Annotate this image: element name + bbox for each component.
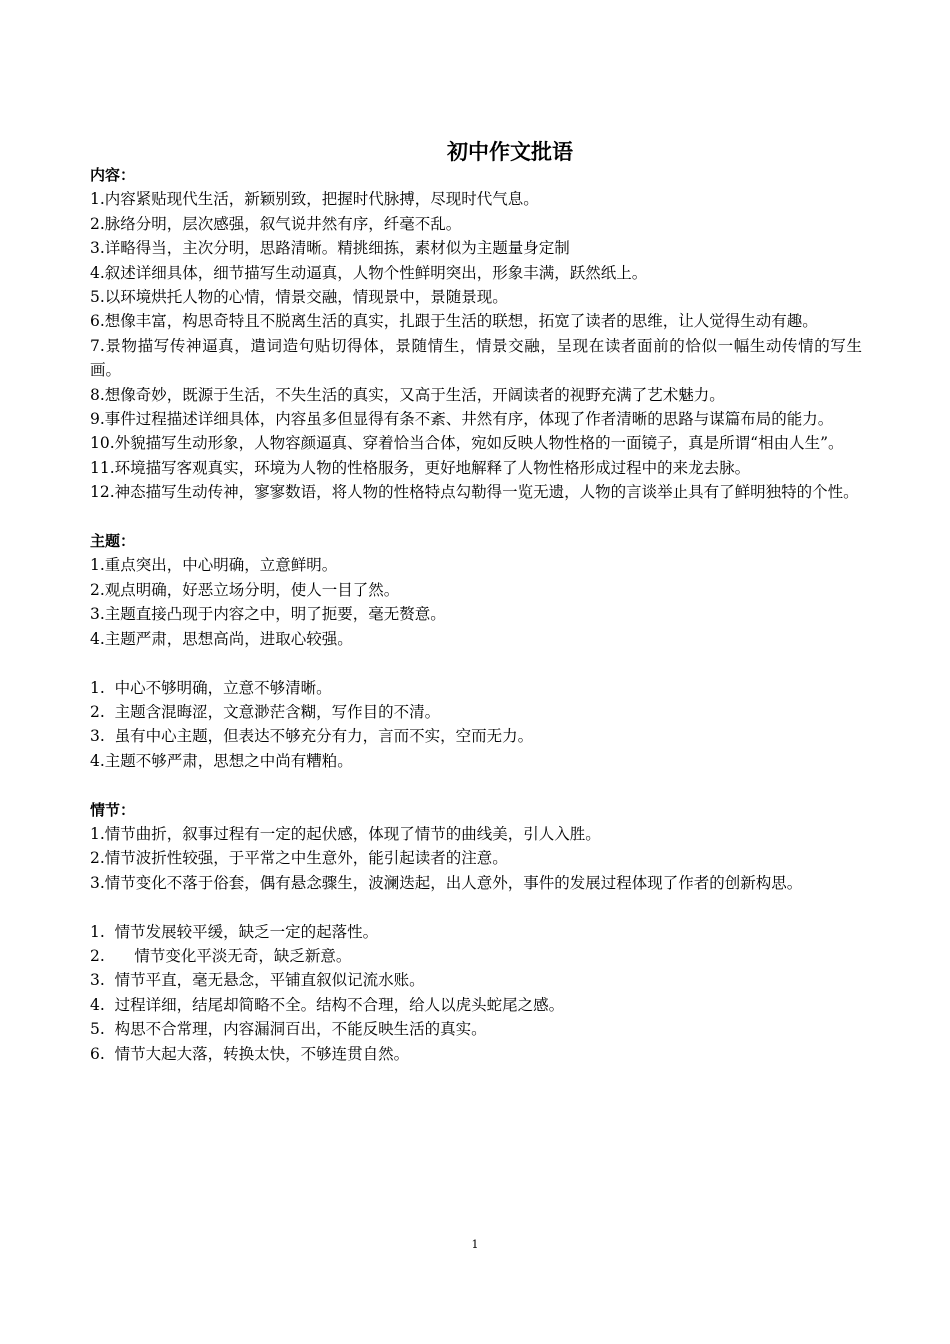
plot-positive-item: 2.情节波折性较强，于平常之中生意外，能引起读者的注意。: [90, 849, 508, 868]
content-item: 6.想像丰富，构思奇特且不脱离生活的真实，扎跟于生活的联想，拓宽了读者的思维，让人觉得生动有趣。: [90, 312, 818, 331]
content-item: 1.内容紧贴现代生活，新颖别致，把握时代脉搏，尽现时代气息。: [90, 190, 539, 209]
content-item: 4.叙述详细具体，细节描写生动逼真，人物个性鲜明突出，形象丰满，跃然纸上。: [90, 263, 648, 282]
theme-positive-item: 3.主题直接凸现于内容之中，明了扼要，毫无赘意。: [90, 605, 446, 624]
theme-positive-item: 1.重点突出，中心明确，立意鲜明。: [90, 556, 338, 575]
page-number: 1: [471, 1238, 479, 1251]
spacer: [90, 651, 862, 675]
content-item: 2.脉络分明，层次感强，叙气说井然有序，纤毫不乱。: [90, 214, 462, 233]
spacer: [90, 895, 862, 919]
plot-negative-item: 2. 情节变化平淡无奇，缺乏新意。: [90, 946, 352, 965]
page-title: 初中作文批语: [447, 140, 573, 164]
theme-negative-item: 3. 虽有中心主题，但表达不够充分有力，言而不实，空而无力。: [90, 727, 534, 746]
section-heading-content: 内容：: [90, 166, 136, 184]
content-item: 7.景物描写传神逼真，遣词造句贴切得体，景随情生，情景交融，呈现在读者面前的恰似一幅生动传情的写生画。: [90, 336, 862, 380]
theme-positive-item: 4.主题严肃，思想高尚，进取心较强。: [90, 629, 353, 648]
theme-negative-item: 2. 主题含混晦涩，文意渺茫含糊，写作目的不清。: [90, 702, 441, 721]
plot-positive-item: 1.情节曲折，叙事过程有一定的起伏感，体现了情节的曲线美，引人入胜。: [90, 824, 601, 843]
document-body: [90, 163, 862, 1066]
plot-positive-item: 3.情节变化不落于俗套，偶有悬念骤生，波澜迭起，出人意外，事件的发展过程体现了作者的创新构思。: [90, 873, 803, 892]
plot-negative-item: 4. 过程详细，结尾却简略不全。结构不合理，给人以虎头蛇尾之感。: [90, 995, 565, 1014]
content-item: 5.以环境烘托人物的心情，情景交融，情现景中，景随景现。: [90, 288, 508, 307]
plot-negative-item: 5. 构思不合常理，内容漏洞百出，不能反映生活的真实。: [90, 1020, 487, 1039]
theme-positive-item: 2.观点明确，好恶立场分明，使人一目了然。: [90, 580, 400, 599]
section-heading-theme: 主题：: [90, 532, 136, 551]
spacer: [90, 505, 862, 529]
theme-negative-item: 1. 中心不够明确，立意不够清晰。: [90, 678, 332, 697]
content-item: 9.事件过程描述详细具体，内容虽多但显得有条不紊、井然有序，体现了作者清晰的思路与谋篇布局的能力。: [90, 410, 834, 429]
theme-negative-item: 4.主题不够严肃，思想之中尚有糟粕。: [90, 751, 353, 770]
content-item: 10.外貌描写生动形象，人物容颜逼真、穿着恰当合体，宛如反映人物性格的一面镜子，真是所谓“相由人生”。: [90, 434, 844, 453]
content-item: 11.环境描写客观真实，环境为人物的性格服务，更好地解释了人物性格形成过程中的来龙去脉。: [90, 458, 751, 477]
content-item: 12.神态描写生动传神，寥寥数语，将人物的性格特点勾勒得一览无遗，人物的言谈举止具有了鲜明独特的个性。: [90, 483, 859, 502]
plot-negative-item: 3. 情节平直，毫无悬念，平铺直叙似记流水账。: [90, 971, 425, 990]
plot-negative-item: 6. 情节大起大落，转换太快，不够连贯自然。: [90, 1044, 410, 1063]
content-item: 3.详略得当，主次分明，思路清晰。精挑细拣，素材似为主题量身定制: [90, 239, 570, 258]
section-heading-plot: 情节：: [90, 800, 136, 819]
content-item: 8.想像奇妙，既源于生活，不失生活的真实，又高于生活，开阔读者的视野充满了艺术魅力。: [90, 385, 725, 404]
plot-negative-item: 1. 情节发展较平缓，缺乏一定的起落性。: [90, 922, 379, 941]
spacer: [90, 773, 862, 797]
